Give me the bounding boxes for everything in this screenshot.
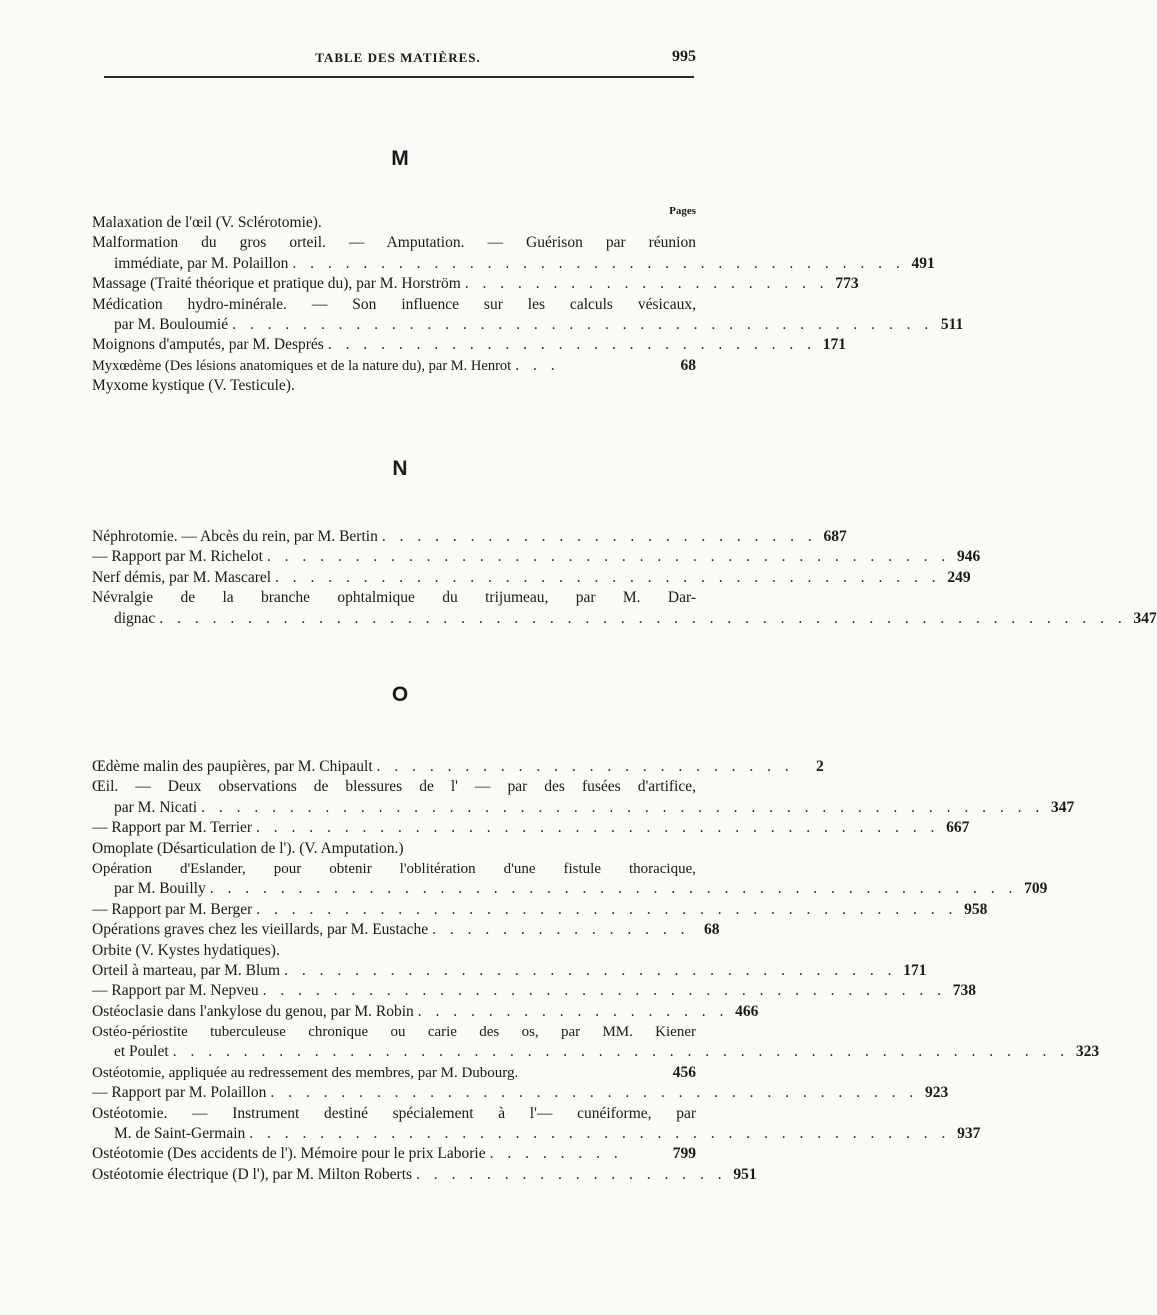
section-letter-m: M bbox=[391, 147, 409, 170]
leader-dots: . . . . . . . . . . . . . . . . . . . . . . . . . . . . . . . . . . . . . bbox=[270, 1084, 919, 1102]
index-entry: Opérations graves chez les vieillards, par M. Eustache . . . . . . . . . . . . . . . 68 bbox=[92, 920, 696, 940]
index-entry-continuation: immédiate, par M. Polaillon . . . . . . . . . . . . . . . . . . . . . . . . . . . . . . . . . . . 491 bbox=[92, 254, 696, 274]
index-entry: — Rapport par M. Nepveu . . . . . . . . . . . . . . . . . . . . . . . . . . . . . . . . . . . . . . . 738 bbox=[92, 981, 696, 1001]
page-ref: 937 bbox=[957, 1125, 981, 1143]
index-entry: Œdème malin des paupières, par M. Chipault . . . . . . . . . . . . . . . . . . . . . . . . 2 bbox=[92, 757, 696, 777]
leader-dots: . . . . . . . . . . . . . . . . . . . . . . . . . . . . . . . . . . . . . . . . bbox=[232, 315, 934, 333]
index-entry: — Rapport par M. Berger . . . . . . . . . . . . . . . . . . . . . . . . . . . . . . . . . . . . . . . . 958 bbox=[92, 900, 696, 920]
leader-dots: . . . . . . . . bbox=[489, 1145, 623, 1163]
index-entry-continuation: et Poulet . . . . . . . . . . . . . . . . . . . . . . . . . . . . . . . . . . . . . . . . . . . . . . . . . . . 323 bbox=[92, 1042, 696, 1062]
leader-dots: . . . . . . . . . . . . . . . bbox=[432, 921, 690, 939]
running-head bbox=[100, 48, 696, 70]
leader-dots: . . . . . . . . . . . . . . . . . . . . . . . . . . . . . . . . . . . bbox=[284, 961, 897, 979]
page-ref: 951 bbox=[733, 1165, 757, 1183]
page-ref: 68 bbox=[680, 356, 696, 374]
page-ref: 511 bbox=[940, 315, 964, 333]
pages-column-label: Pages bbox=[669, 205, 696, 217]
page-ref: 456 bbox=[672, 1063, 696, 1081]
index-entry: Opération d'Eslander, pour obtenir l'oblitération d'une fistule thoracique, bbox=[92, 860, 696, 877]
leader-dots: . . . . . . . . . . . . . . . . . . . . . . . . . . . . . . . . . . . . . . . bbox=[256, 819, 940, 837]
index-entry: Orbite (V. Kystes hydatiques). bbox=[92, 941, 280, 959]
page-ref: 347 bbox=[1133, 609, 1157, 627]
index-entry-continuation: par M. Bouilly . . . . . . . . . . . . . . . . . . . . . . . . . . . . . . . . . . . . . . . . . . . . . . 709 bbox=[92, 879, 696, 899]
section-letter-n: N bbox=[392, 457, 408, 480]
page-ref: 738 bbox=[952, 982, 976, 1000]
index-entry: Ostéotomie, appliquée au redressement des membres, par M. Dubourg. 456 bbox=[92, 1063, 696, 1083]
index-entry: — Rapport par M. Terrier . . . . . . . . . . . . . . . . . . . . . . . . . . . . . . . . . . . . . . . 667 bbox=[92, 818, 696, 838]
index-entry: Moignons d'amputés, par M. Després . . . . . . . . . . . . . . . . . . . . . . . . . . . . 171 bbox=[92, 335, 696, 355]
index-entry: Massage (Traité théorique et pratique du), par M. Horström . . . . . . . . . . . . . . . . . . . . . 773 bbox=[92, 274, 696, 294]
page-ref: 958 bbox=[964, 900, 988, 918]
page-ref: 323 bbox=[1075, 1043, 1100, 1061]
leader-dots: . . . . . . . . . . . . . . . . . . bbox=[417, 1002, 729, 1020]
index-entry-continuation: par M. Nicati . . . . . . . . . . . . . . . . . . . . . . . . . . . . . . . . . . . . . . . . . . . . . . . . 347 bbox=[92, 798, 696, 818]
leader-dots: . . . . . . . . . . . . . . . . . . . . . . . . . . . . . . . . . . . . . . . bbox=[266, 548, 951, 566]
index-entry: Omoplate (Désarticulation de l'). (V. Amputation.) bbox=[92, 839, 404, 857]
index-entry: Orteil à marteau, par M. Blum . . . . . . . . . . . . . . . . . . . . . . . . . . . . . . . . . . . 171 bbox=[92, 961, 696, 981]
page-ref: 2 bbox=[816, 758, 824, 775]
index-entry: Malformation du gros orteil. — Amputation. — Guérison par réunion bbox=[92, 234, 696, 252]
leader-dots: . . . . . . . . . . . . . . . . . . . . . . . . . . . . . . . . . . . . . . . . . . . . . . . . . . . bbox=[172, 1043, 1070, 1061]
index-entry-continuation: dignac . . . . . . . . . . . . . . . . . . . . . . . . . . . . . . . . . . . . . . . . . . . . . . . . . . . . . . . 347 bbox=[92, 609, 696, 629]
page-ref: 773 bbox=[835, 275, 859, 293]
index-entry: Œil. — Deux observations de blessures de l' — par des fusées d'artifice, bbox=[92, 778, 696, 796]
leader-dots: . . . . . . . . . . . . . . . . . . . . . . . . . . . . bbox=[327, 336, 816, 354]
page-ref: 68 bbox=[704, 921, 720, 939]
index-entry: — Rapport par M. Richelot . . . . . . . . . . . . . . . . . . . . . . . . . . . . . . . . . . . . . . . 946 bbox=[92, 547, 696, 567]
index-entry: Ostéoclasie dans l'ankylose du genou, par M. Robin . . . . . . . . . . . . . . . . . . 466 bbox=[92, 1002, 696, 1022]
index-entry: Ostéotomie (Des accidents de l'). Mémoire pour le prix Laborie . . . . . . . . 799 bbox=[92, 1144, 696, 1164]
leader-dots: . . . . . . . . . . . . . . . . . . . . . . . . . . . . . . . . . . . . . . . bbox=[262, 982, 946, 1000]
page-ref: 709 bbox=[1024, 880, 1048, 898]
leader-dots: . . . . . . . . . . . . . . . . . . bbox=[416, 1165, 727, 1183]
index-entry: Néphrotomie. — Abcès du rein, par M. Bertin . . . . . . . . . . . . . . . . . . . . . . . . . 687 bbox=[92, 527, 696, 547]
leader-dots: . . . . . . . . . . . . . . . . . . . . . . . . . . . . . . . . . . . . . . . . bbox=[256, 900, 958, 918]
index-entry-continuation: par M. Bouloumié . . . . . . . . . . . . . . . . . . . . . . . . . . . . . . . . . . . . . . . . 511 bbox=[92, 315, 696, 335]
leader-dots: . . . . . . . . . . . . . . . . . . . . . . . . . . . . . . . . . . . . . . . . bbox=[249, 1125, 951, 1143]
leader-dots: . . . . . . . . . . . . . . . . . . . . . . . . . . . . . . . . . . . . . . . . . . . . . . bbox=[209, 880, 1018, 898]
index-entry: Médication hydro-minérale. — Son influence sur les calculs vésicaux, bbox=[92, 295, 696, 313]
index-entry: Malaxation de l'œil (V. Sclérotomie). bbox=[92, 214, 322, 231]
section-m-entries bbox=[92, 213, 964, 397]
page-ref: 687 bbox=[823, 528, 847, 545]
leader-dots: . . . bbox=[515, 356, 560, 374]
page-ref: 923 bbox=[925, 1084, 949, 1102]
leader-dots: . . . . . . . . . . . . . . . . . . . . . . . . bbox=[376, 758, 794, 775]
leader-dots: . . . . . . . . . . . . . . . . . . . . . . . . . bbox=[381, 528, 817, 545]
leader-dots: . . . . . . . . . . . . . . . . . . . . . . . . . . . . . . . . . . . . . . . . . . . . . . . . bbox=[201, 798, 1045, 816]
section-n-entries bbox=[92, 527, 1157, 629]
page-ref: 171 bbox=[903, 961, 927, 979]
index-entry: Ostéotomie. — Instrument destiné spécialement à l'— cunéiforme, par bbox=[92, 1104, 696, 1122]
header-rule bbox=[104, 76, 694, 78]
section-o-entries bbox=[92, 757, 1100, 1185]
index-entry: — Rapport par M. Polaillon . . . . . . . . . . . . . . . . . . . . . . . . . . . . . . . . . . . . . 923 bbox=[92, 1083, 696, 1103]
page-ref: 171 bbox=[822, 336, 846, 354]
leader-dots: . . . . . . . . . . . . . . . . . . . . . . . . . . . . . . . . . . . bbox=[292, 254, 905, 272]
section-letter-o: O bbox=[391, 683, 409, 706]
index-entry: Myxœdème (Des lésions anatomiques et de la nature du), par M. Henrot . . . 68 bbox=[92, 356, 696, 376]
running-title: TABLE DES MATIÈRES. bbox=[315, 50, 481, 65]
index-entry: Ostéo-périostite tuberculeuse chronique ou carie des os, par MM. Kiener bbox=[92, 1024, 696, 1041]
leader-dots: . . . . . . . . . . . . . . . . . . . . . bbox=[464, 275, 829, 293]
page-ref: 491 bbox=[911, 254, 935, 272]
page-ref: 799 bbox=[672, 1145, 696, 1163]
page-ref: 667 bbox=[946, 819, 970, 837]
page-ref: 249 bbox=[947, 568, 971, 586]
page-number: 995 bbox=[672, 48, 696, 65]
page-ref: 946 bbox=[957, 548, 981, 566]
page-ref: 466 bbox=[735, 1002, 759, 1020]
index-entry: Ostéotomie électrique (D l'), par M. Milton Roberts . . . . . . . . . . . . . . . . . . 951 bbox=[92, 1165, 696, 1185]
leader-dots: . . . . . . . . . . . . . . . . . . . . . . . . . . . . . . . . . . . . . . . . . . . . . . . . . . . . . . . bbox=[159, 609, 1127, 627]
index-entry-continuation: M. de Saint-Germain . . . . . . . . . . . . . . . . . . . . . . . . . . . . . . . . . . . . . . . . 937 bbox=[92, 1124, 696, 1144]
index-entry: Nerf démis, par M. Mascarel . . . . . . . . . . . . . . . . . . . . . . . . . . . . . . . . . . . . . . 249 bbox=[92, 568, 696, 588]
index-entry: Myxome kystique (V. Testicule). bbox=[92, 377, 295, 395]
leader-dots: . . . . . . . . . . . . . . . . . . . . . . . . . . . . . . . . . . . . . . bbox=[275, 568, 941, 586]
page-ref: 347 bbox=[1050, 798, 1075, 816]
index-entry: Névralgie de la branche ophtalmique du trijumeau, par M. Dar- bbox=[92, 589, 696, 607]
